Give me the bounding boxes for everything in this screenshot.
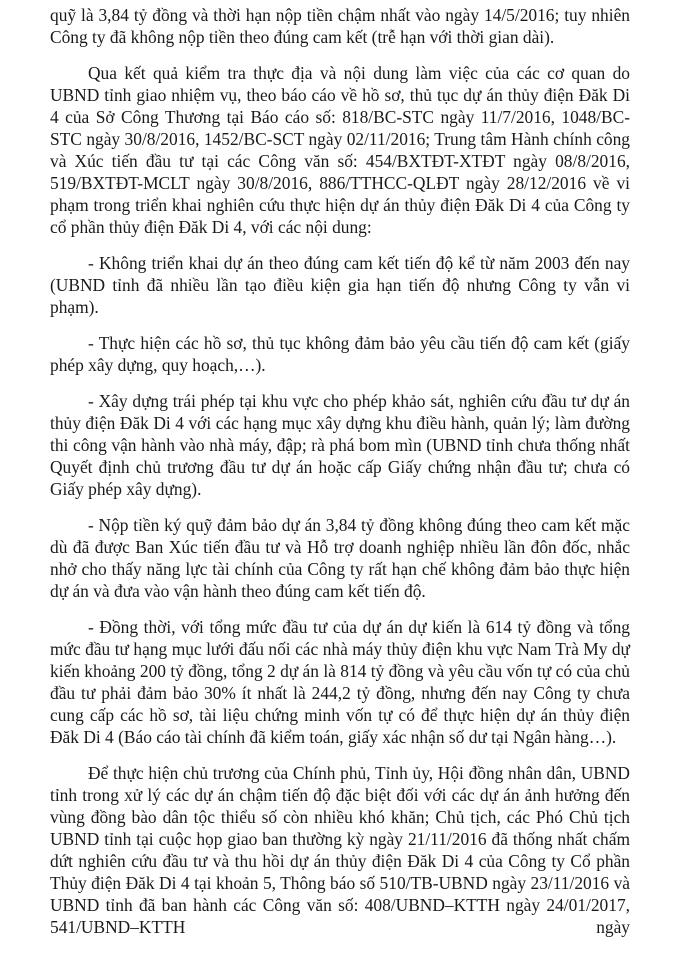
paragraph-violation-construction: - Xây dựng trái phép tại khu vực cho phép khảo sát, nghiên cứu đầu tư dự án thủy điện Đăk Di 4 với các hạng mục xây dựng khu điều hành, quản lý; làm đường thi công vận hành vào nhà máy, đập; rà phá bom mìn (UBND tỉnh chưa thống nhất Quyết định chủ trương đầu tư dự án hoặc cấp Giấy chứng nhận đầu tư; chưa có Giấy phép xây dựng). <box>50 391 630 499</box>
paragraph-investment-capital: - Đồng thời, với tổng mức đầu tư của dự án dự kiến là 614 tỷ đồng và tổng mức đầu tư hạng mục lưới đấu nối các nhà máy thủy điện khu vực Nam Trà My dự kiến khoảng 200 tỷ đồng, tổng 2 dự án là 814 tỷ đồng và yêu cầu vốn tự có của chủ đầu tư phải đảm bảo 30% ít nhất là 244,2 tỷ đồng, nhưng đến nay Công ty chưa cung cấp các hồ sơ, tài liệu chứng minh vốn tự có để thực hiện dự án thủy điện Đăk Di 4 (Báo cáo tài chính đã kiểm toán, giấy xác nhận số dư tại Ngân hàng…). <box>50 617 630 747</box>
paragraph-continuation: quỹ là 3,84 tỷ đồng và thời hạn nộp tiền chậm nhất vào ngày 14/5/2016; tuy nhiên Công ty đã không nộp tiền theo đúng cam kết (trễ hạn với thời gian dài). <box>50 5 630 47</box>
paragraph-decision: Để thực hiện chủ trương của Chính phủ, Tỉnh ủy, Hội đồng nhân dân, UBND tỉnh trong xử lý các dự án chậm tiến độ đặc biệt đối với các dự án ảnh hưởng đến vùng đồng bào dân tộc thiểu số còn nhiều khó khăn; Chủ tịch, các Phó Chủ tịch UBND tỉnh tại cuộc họp giao ban thường kỳ ngày 21/11/2016 đã thống nhất chấm dứt nghiên cứu đầu tư và thu hồi dự án thủy điện Đăk Di 4 của Công ty Cổ phần Thủy điện Đăk Di 4 tại khoản 5, Thông báo số 510/TB-UBND ngày 23/11/2016 và UBND tỉnh đã ban hành các Công văn số: 408/UBND–KTTH ngày 24/01/2017, 541/UBND–KTTH ngày <box>50 763 630 937</box>
paragraph-violation-deposit: - Nộp tiền ký quỹ đảm bảo dự án 3,84 tỷ đồng không đúng theo cam kết mặc dù đã được Ban Xúc tiến đầu tư và Hỗ trợ doanh nghiệp nhiều lần đôn đốc, nhắc nhở cho thấy năng lực tài chính của Công ty rất hạn chế không đảm bảo thực hiện dự án và đưa vào vận hành theo đúng cam kết tiến độ. <box>50 515 630 601</box>
paragraph-violation-procedures: - Thực hiện các hồ sơ, thủ tục không đảm bảo yêu cầu tiến độ cam kết (giấy phép xây dựng, quy hoạch,…). <box>50 333 630 375</box>
paragraph-inspection-results: Qua kết quả kiểm tra thực địa và nội dung làm việc của các cơ quan do UBND tỉnh giao nhiệm vụ, theo báo cáo về hồ sơ, thủ tục dự án thủy điện Đăk Di 4 của Sở Công Thương tại Báo cáo số: 818/BC-STC ngày 11/7/2016, 1048/BC-STC ngày 30/8/2016, 1452/BC-SCT ngày 02/11/2016; Trung tâm Hành chính công và Xúc tiến đầu tư tại các Công văn số: 454/BXTĐT-XTĐT ngày 08/8/2016, 519/BXTĐT-MCLT ngày 30/8/2016, 886/TTHCC-QLĐT ngày 28/12/2016 về vi phạm trong triển khai nghiên cứu thực hiện dự án thủy điện Đăk Di 4 của Công ty cổ phần thủy điện Đăk Di 4, với các nội dung: <box>50 63 630 237</box>
paragraph-violation-schedule: - Không triển khai dự án theo đúng cam kết tiến độ kể từ năm 2003 đến nay (UBND tỉnh đã nhiều lần tạo điều kiện gia hạn tiến độ nhưng Công ty vẫn vi phạm). <box>50 253 630 317</box>
